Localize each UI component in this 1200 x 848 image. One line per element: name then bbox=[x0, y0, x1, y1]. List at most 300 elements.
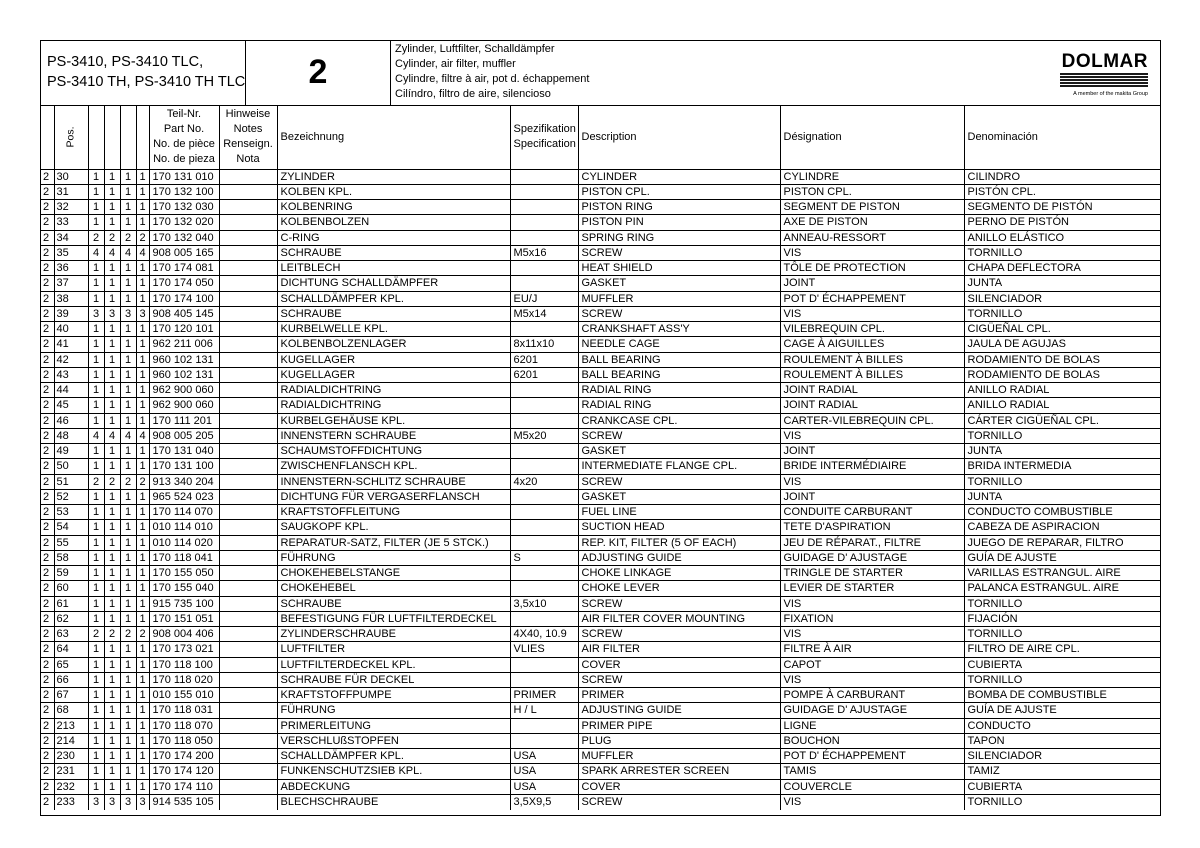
cell-specification: 3,5x10 bbox=[510, 596, 578, 611]
cell-denominacion: JUNTA bbox=[964, 444, 1161, 459]
cell-qty-ps3410: 1 bbox=[88, 413, 104, 428]
cell-qty-ps3410-th-tlc: 1 bbox=[136, 779, 149, 794]
cell-description: SCREW bbox=[578, 596, 780, 611]
cell-qty-ps3410: 1 bbox=[88, 398, 104, 413]
cell-description: AIR FILTER COVER MOUNTING bbox=[578, 611, 780, 626]
cell-specification bbox=[510, 413, 578, 428]
cell-qty-ps3410: 1 bbox=[88, 688, 104, 703]
cell-qty-ps3410-th: 1 bbox=[120, 322, 136, 337]
cell-pos: 54 bbox=[54, 520, 88, 535]
cell-qty-ps3410: 1 bbox=[88, 169, 104, 184]
cell-page: 2 bbox=[41, 749, 54, 764]
cell-qty-ps3410-th: 1 bbox=[120, 200, 136, 215]
cell-designation: JOINT RADIAL bbox=[780, 398, 964, 413]
cell-qty-ps3410-th: 2 bbox=[120, 627, 136, 642]
cell-qty-ps3410-th: 1 bbox=[120, 505, 136, 520]
cell-qty-ps3410-th-tlc: 1 bbox=[136, 566, 149, 581]
cell-bezeichnung: KRAFTSTOFFLEITUNG bbox=[277, 505, 510, 520]
cell-qty-ps3410-tlc: 1 bbox=[104, 520, 120, 535]
cell-bezeichnung: KOLBEN KPL. bbox=[277, 184, 510, 199]
cell-description: SCREW bbox=[578, 428, 780, 443]
cell-qty-ps3410-th-tlc: 1 bbox=[136, 581, 149, 596]
cell-notes bbox=[219, 535, 277, 550]
cell-qty-ps3410: 4 bbox=[88, 245, 104, 260]
cell-qty-ps3410-th: 1 bbox=[120, 703, 136, 718]
cell-bezeichnung: SCHRAUBE bbox=[277, 596, 510, 611]
table-row bbox=[41, 596, 1161, 611]
cell-pos: 53 bbox=[54, 505, 88, 520]
cell-notes bbox=[219, 566, 277, 581]
cell-qty-ps3410: 1 bbox=[88, 581, 104, 596]
cell-part-number: 913 340 204 bbox=[149, 474, 219, 489]
cell-designation: CARTER-VILEBREQUIN CPL. bbox=[780, 413, 964, 428]
cell-qty-ps3410-tlc: 2 bbox=[104, 627, 120, 642]
parts-table bbox=[41, 105, 1161, 810]
cell-qty-ps3410-th-tlc: 1 bbox=[136, 337, 149, 352]
cell-pos: 40 bbox=[54, 322, 88, 337]
cell-notes bbox=[219, 444, 277, 459]
cell-description: SPRING RING bbox=[578, 230, 780, 245]
cell-qty-ps3410: 1 bbox=[88, 215, 104, 230]
cell-pos: 45 bbox=[54, 398, 88, 413]
cell-qty-ps3410: 1 bbox=[88, 611, 104, 626]
cell-qty-ps3410-tlc: 1 bbox=[104, 322, 120, 337]
cell-description: MUFFLER bbox=[578, 749, 780, 764]
cell-notes bbox=[219, 230, 277, 245]
cell-qty-ps3410-tlc: 1 bbox=[104, 505, 120, 520]
cell-qty-ps3410-tlc: 1 bbox=[104, 459, 120, 474]
cell-pos: 33 bbox=[54, 215, 88, 230]
table-row bbox=[41, 383, 1161, 398]
cell-qty-ps3410-tlc: 3 bbox=[104, 794, 120, 809]
col-partno-label: Teil-Nr. Part No. No. de pièce No. de pieza bbox=[153, 107, 215, 165]
col-spec-label: Spezifikation Specification bbox=[513, 122, 576, 150]
cell-qty-ps3410-tlc: 1 bbox=[104, 276, 120, 291]
cell-denominacion: TAPON bbox=[964, 733, 1161, 748]
cell-qty-ps3410-th-tlc: 1 bbox=[136, 703, 149, 718]
cell-qty-ps3410-th-tlc: 1 bbox=[136, 657, 149, 672]
cell-description: CRANKSHAFT ASS'Y bbox=[578, 322, 780, 337]
cell-part-number: 960 102 131 bbox=[149, 352, 219, 367]
cell-qty-ps3410-th: 1 bbox=[120, 352, 136, 367]
cell-qty-ps3410-tlc: 1 bbox=[104, 169, 120, 184]
cell-designation: FIXATION bbox=[780, 611, 964, 626]
cell-specification bbox=[510, 184, 578, 199]
cell-specification bbox=[510, 215, 578, 230]
cell-designation: CYLINDRE bbox=[780, 169, 964, 184]
cell-pos: 231 bbox=[54, 764, 88, 779]
cell-notes bbox=[219, 550, 277, 565]
cell-qty-ps3410-th: 3 bbox=[120, 306, 136, 321]
cell-qty-ps3410: 1 bbox=[88, 276, 104, 291]
table-row bbox=[41, 581, 1161, 596]
cell-specification: M5x20 bbox=[510, 428, 578, 443]
cell-part-number: 908 005 165 bbox=[149, 245, 219, 260]
cell-part-number: 170 174 200 bbox=[149, 749, 219, 764]
cell-qty-ps3410-tlc: 1 bbox=[104, 611, 120, 626]
cell-qty-ps3410-th: 1 bbox=[120, 688, 136, 703]
cell-qty-ps3410-th: 1 bbox=[120, 764, 136, 779]
cell-notes bbox=[219, 367, 277, 382]
cell-notes bbox=[219, 642, 277, 657]
cell-part-number: 170 118 031 bbox=[149, 703, 219, 718]
cell-notes bbox=[219, 474, 277, 489]
cell-pos: 65 bbox=[54, 657, 88, 672]
table-row bbox=[41, 367, 1161, 382]
cell-bezeichnung: KOLBENBOLZENLAGER bbox=[277, 337, 510, 352]
cell-specification: USA bbox=[510, 779, 578, 794]
cell-description: PISTON CPL. bbox=[578, 184, 780, 199]
cell-qty-ps3410-tlc: 1 bbox=[104, 383, 120, 398]
table-row bbox=[41, 444, 1161, 459]
cell-designation: VIS bbox=[780, 306, 964, 321]
cell-designation: JOINT bbox=[780, 444, 964, 459]
cell-pos: 55 bbox=[54, 535, 88, 550]
cell-specification bbox=[510, 169, 578, 184]
cell-qty-ps3410-th-tlc: 3 bbox=[136, 794, 149, 809]
cell-qty-ps3410-th: 1 bbox=[120, 718, 136, 733]
cell-denominacion: TORNILLO bbox=[964, 627, 1161, 642]
cell-part-number: 962 900 060 bbox=[149, 398, 219, 413]
cell-designation: VIS bbox=[780, 672, 964, 687]
cell-bezeichnung: SCHRAUBE bbox=[277, 306, 510, 321]
col-designation-label: Désignation bbox=[783, 130, 842, 143]
cell-bezeichnung: ZYLINDERSCHRAUBE bbox=[277, 627, 510, 642]
cell-qty-ps3410-th-tlc: 1 bbox=[136, 322, 149, 337]
cell-specification: VLIES bbox=[510, 642, 578, 657]
cell-pos: 50 bbox=[54, 459, 88, 474]
cell-qty-ps3410-th: 1 bbox=[120, 261, 136, 276]
cell-pos: 49 bbox=[54, 444, 88, 459]
table-row bbox=[41, 276, 1161, 291]
cell-description: BALL BEARING bbox=[578, 367, 780, 382]
page-number-cell bbox=[246, 41, 391, 105]
cell-qty-ps3410-tlc: 1 bbox=[104, 688, 120, 703]
cell-denominacion: CONDUCTO bbox=[964, 718, 1161, 733]
cell-qty-ps3410: 2 bbox=[88, 230, 104, 245]
cell-specification bbox=[510, 520, 578, 535]
table-row bbox=[41, 291, 1161, 306]
cell-qty-ps3410-th: 1 bbox=[120, 642, 136, 657]
cell-designation: CAGE À AIGUILLES bbox=[780, 337, 964, 352]
page-number: 2 bbox=[308, 53, 328, 91]
cell-specification: S bbox=[510, 550, 578, 565]
table-row bbox=[41, 489, 1161, 504]
cell-page: 2 bbox=[41, 428, 54, 443]
cell-notes bbox=[219, 688, 277, 703]
cell-denominacion: SEGMENTO DE PISTÓN bbox=[964, 200, 1161, 215]
cell-page: 2 bbox=[41, 550, 54, 565]
cell-qty-ps3410-th-tlc: 1 bbox=[136, 413, 149, 428]
cell-qty-ps3410: 1 bbox=[88, 261, 104, 276]
table-row bbox=[41, 672, 1161, 687]
cell-page: 2 bbox=[41, 505, 54, 520]
cell-denominacion: SILENCIADOR bbox=[964, 291, 1161, 306]
cell-notes bbox=[219, 596, 277, 611]
cell-page: 2 bbox=[41, 642, 54, 657]
cell-qty-ps3410-th-tlc: 1 bbox=[136, 733, 149, 748]
cell-description: ADJUSTING GUIDE bbox=[578, 550, 780, 565]
cell-pos: 52 bbox=[54, 489, 88, 504]
cell-part-number: 170 132 020 bbox=[149, 215, 219, 230]
cell-page: 2 bbox=[41, 230, 54, 245]
cell-bezeichnung: VERSCHLUßSTOPFEN bbox=[277, 733, 510, 748]
cell-page: 2 bbox=[41, 444, 54, 459]
cell-denominacion: CUBIERTA bbox=[964, 657, 1161, 672]
cell-notes bbox=[219, 794, 277, 809]
table-row bbox=[41, 642, 1161, 657]
cell-part-number: 170 118 020 bbox=[149, 672, 219, 687]
cell-page: 2 bbox=[41, 474, 54, 489]
cell-part-number: 170 174 050 bbox=[149, 276, 219, 291]
cell-qty-ps3410: 1 bbox=[88, 291, 104, 306]
cell-qty-ps3410-tlc: 1 bbox=[104, 291, 120, 306]
table-row bbox=[41, 703, 1161, 718]
cell-part-number: 170 114 070 bbox=[149, 505, 219, 520]
cell-bezeichnung: KRAFTSTOFFPUMPE bbox=[277, 688, 510, 703]
cell-qty-ps3410: 1 bbox=[88, 703, 104, 718]
logo-cell bbox=[891, 41, 1160, 105]
cell-specification: USA bbox=[510, 764, 578, 779]
table-row bbox=[41, 627, 1161, 642]
cell-qty-ps3410: 1 bbox=[88, 444, 104, 459]
cell-qty-ps3410-tlc: 1 bbox=[104, 703, 120, 718]
cell-bezeichnung: KUGELLAGER bbox=[277, 367, 510, 382]
cell-notes bbox=[219, 383, 277, 398]
cell-description: PLUG bbox=[578, 733, 780, 748]
cell-qty-ps3410-th-tlc: 1 bbox=[136, 169, 149, 184]
cell-pos: 214 bbox=[54, 733, 88, 748]
cell-notes bbox=[219, 261, 277, 276]
cell-pos: 39 bbox=[54, 306, 88, 321]
cell-pos: 60 bbox=[54, 581, 88, 596]
cell-qty-ps3410-th-tlc: 1 bbox=[136, 550, 149, 565]
cell-bezeichnung: FUNKENSCHUTZSIEB KPL. bbox=[277, 764, 510, 779]
cell-denominacion: TORNILLO bbox=[964, 474, 1161, 489]
cell-bezeichnung: INNENSTERN-SCHLITZ SCHRAUBE bbox=[277, 474, 510, 489]
cell-part-number: 962 211 006 bbox=[149, 337, 219, 352]
cell-notes bbox=[219, 169, 277, 184]
cell-denominacion: CABEZA DE ASPIRACION bbox=[964, 520, 1161, 535]
col-designation-header bbox=[780, 105, 964, 169]
cell-part-number: 170 120 101 bbox=[149, 322, 219, 337]
cell-designation: GUIDAGE D' AJUSTAGE bbox=[780, 703, 964, 718]
cell-bezeichnung: LUFTFILTER bbox=[277, 642, 510, 657]
cell-designation: VIS bbox=[780, 428, 964, 443]
cell-description: REP. KIT, FILTER (5 OF EACH) bbox=[578, 535, 780, 550]
cell-denominacion: CHAPA DEFLECTORA bbox=[964, 261, 1161, 276]
cell-description: INTERMEDIATE FLANGE CPL. bbox=[578, 459, 780, 474]
cell-specification bbox=[510, 718, 578, 733]
cell-pos: 61 bbox=[54, 596, 88, 611]
cell-denominacion: JUEGO DE REPARAR, FILTRO bbox=[964, 535, 1161, 550]
cell-notes bbox=[219, 276, 277, 291]
cell-part-number: 170 132 030 bbox=[149, 200, 219, 215]
cell-pos: 30 bbox=[54, 169, 88, 184]
cell-bezeichnung: REPARATUR-SATZ, FILTER (JE 5 STCK.) bbox=[277, 535, 510, 550]
cell-page: 2 bbox=[41, 581, 54, 596]
cell-specification bbox=[510, 581, 578, 596]
cell-qty-ps3410-th-tlc: 1 bbox=[136, 718, 149, 733]
cell-pos: 62 bbox=[54, 611, 88, 626]
cell-qty-ps3410: 1 bbox=[88, 550, 104, 565]
cell-part-number: 170 155 050 bbox=[149, 566, 219, 581]
cell-designation: VIS bbox=[780, 596, 964, 611]
cell-part-number: 170 131 100 bbox=[149, 459, 219, 474]
cell-qty-ps3410: 1 bbox=[88, 566, 104, 581]
cell-designation: LEVIER DE STARTER bbox=[780, 581, 964, 596]
cell-page: 2 bbox=[41, 657, 54, 672]
table-row bbox=[41, 215, 1161, 230]
cell-description: COVER bbox=[578, 657, 780, 672]
title-de: Zylinder, Luftfilter, Schalldämpfer bbox=[395, 43, 555, 55]
cell-denominacion: TORNILLO bbox=[964, 672, 1161, 687]
title-cell bbox=[391, 41, 891, 105]
cell-qty-ps3410: 1 bbox=[88, 779, 104, 794]
cell-part-number: 170 174 120 bbox=[149, 764, 219, 779]
cell-qty-ps3410-tlc: 1 bbox=[104, 672, 120, 687]
cell-qty-ps3410-tlc: 1 bbox=[104, 764, 120, 779]
cell-qty-ps3410-tlc: 1 bbox=[104, 215, 120, 230]
cell-qty-ps3410-tlc: 1 bbox=[104, 596, 120, 611]
cell-qty-ps3410-th: 4 bbox=[120, 428, 136, 443]
cell-page: 2 bbox=[41, 703, 54, 718]
cell-qty-ps3410-tlc: 1 bbox=[104, 733, 120, 748]
cell-description: COVER bbox=[578, 779, 780, 794]
cell-qty-ps3410-th-tlc: 1 bbox=[136, 184, 149, 199]
col-m1-header bbox=[88, 105, 104, 169]
cell-designation: VIS bbox=[780, 474, 964, 489]
cell-description: BALL BEARING bbox=[578, 352, 780, 367]
cell-designation: COUVERCLE bbox=[780, 779, 964, 794]
cell-qty-ps3410-tlc: 1 bbox=[104, 444, 120, 459]
cell-pos: 36 bbox=[54, 261, 88, 276]
cell-pos: 230 bbox=[54, 749, 88, 764]
cell-specification bbox=[510, 611, 578, 626]
cell-qty-ps3410-th-tlc: 1 bbox=[136, 200, 149, 215]
cell-pos: 233 bbox=[54, 794, 88, 809]
cell-specification bbox=[510, 459, 578, 474]
cell-description: PRIMER bbox=[578, 688, 780, 703]
cell-specification: 8x11x10 bbox=[510, 337, 578, 352]
cell-notes bbox=[219, 764, 277, 779]
cell-denominacion: VARILLAS ESTRANGUL. AIRE bbox=[964, 566, 1161, 581]
cell-part-number: 965 524 023 bbox=[149, 489, 219, 504]
col-bezeichnung-label: Bezeichnung bbox=[280, 130, 345, 143]
cell-qty-ps3410-th: 1 bbox=[120, 215, 136, 230]
cell-pos: 34 bbox=[54, 230, 88, 245]
cell-designation: BRIDE INTERMÉDIAIRE bbox=[780, 459, 964, 474]
cell-specification bbox=[510, 535, 578, 550]
cell-specification bbox=[510, 200, 578, 215]
cell-specification bbox=[510, 276, 578, 291]
cell-part-number: 010 114 010 bbox=[149, 520, 219, 535]
cell-description: SCREW bbox=[578, 672, 780, 687]
cell-designation: CAPOT bbox=[780, 657, 964, 672]
cell-qty-ps3410-th: 2 bbox=[120, 474, 136, 489]
table-row bbox=[41, 749, 1161, 764]
cell-qty-ps3410-th: 1 bbox=[120, 535, 136, 550]
cell-pos: 42 bbox=[54, 352, 88, 367]
cell-designation: POT D' ÉCHAPPEMENT bbox=[780, 291, 964, 306]
cell-notes bbox=[219, 489, 277, 504]
cell-specification bbox=[510, 505, 578, 520]
cell-part-number: 170 118 050 bbox=[149, 733, 219, 748]
cell-notes bbox=[219, 520, 277, 535]
parts-list-sheet bbox=[40, 40, 1161, 816]
cell-bezeichnung: PRIMERLEITUNG bbox=[277, 718, 510, 733]
cell-specification: 6201 bbox=[510, 352, 578, 367]
cell-bezeichnung: ABDECKUNG bbox=[277, 779, 510, 794]
cell-qty-ps3410: 2 bbox=[88, 474, 104, 489]
table-row bbox=[41, 413, 1161, 428]
cell-denominacion: RODAMIENTO DE BOLAS bbox=[964, 367, 1161, 382]
cell-denominacion: JAULA DE AGUJAS bbox=[964, 337, 1161, 352]
cell-qty-ps3410-th: 1 bbox=[120, 276, 136, 291]
cell-page: 2 bbox=[41, 276, 54, 291]
cell-qty-ps3410-th-tlc: 2 bbox=[136, 627, 149, 642]
cell-specification bbox=[510, 566, 578, 581]
cell-qty-ps3410-th-tlc: 1 bbox=[136, 398, 149, 413]
cell-designation: CONDUITE CARBURANT bbox=[780, 505, 964, 520]
cell-designation: JOINT bbox=[780, 489, 964, 504]
cell-qty-ps3410-th-tlc: 1 bbox=[136, 291, 149, 306]
cell-qty-ps3410-tlc: 1 bbox=[104, 337, 120, 352]
cell-notes bbox=[219, 291, 277, 306]
cell-page: 2 bbox=[41, 794, 54, 809]
cell-denominacion: TORNILLO bbox=[964, 428, 1161, 443]
cell-qty-ps3410-tlc: 1 bbox=[104, 581, 120, 596]
cell-description: SUCTION HEAD bbox=[578, 520, 780, 535]
cell-bezeichnung: SCHRAUBE bbox=[277, 245, 510, 260]
cell-qty-ps3410-th: 1 bbox=[120, 383, 136, 398]
cell-bezeichnung: FÜHRUNG bbox=[277, 550, 510, 565]
cell-part-number: 170 155 040 bbox=[149, 581, 219, 596]
table-row bbox=[41, 718, 1161, 733]
title-fr: Cylindre, filtre à air, pot d. échappement bbox=[395, 73, 590, 85]
cell-denominacion: FILTRO DE AIRE CPL. bbox=[964, 642, 1161, 657]
cell-page: 2 bbox=[41, 566, 54, 581]
cell-bezeichnung: SAUGKOPF KPL. bbox=[277, 520, 510, 535]
cell-specification bbox=[510, 489, 578, 504]
cell-qty-ps3410-th-tlc: 1 bbox=[136, 367, 149, 382]
cell-pos: 67 bbox=[54, 688, 88, 703]
cell-specification bbox=[510, 444, 578, 459]
cell-page: 2 bbox=[41, 627, 54, 642]
cell-qty-ps3410-th: 1 bbox=[120, 657, 136, 672]
cell-denominacion: TORNILLO bbox=[964, 596, 1161, 611]
cell-description: HEAT SHIELD bbox=[578, 261, 780, 276]
cell-qty-ps3410: 4 bbox=[88, 428, 104, 443]
cell-qty-ps3410: 1 bbox=[88, 520, 104, 535]
cell-page: 2 bbox=[41, 489, 54, 504]
cell-part-number: 914 535 105 bbox=[149, 794, 219, 809]
cell-denominacion: CILINDRO bbox=[964, 169, 1161, 184]
cell-part-number: 962 900 060 bbox=[149, 383, 219, 398]
cell-page: 2 bbox=[41, 398, 54, 413]
cell-denominacion: TORNILLO bbox=[964, 245, 1161, 260]
cell-denominacion: ANILLO RADIAL bbox=[964, 383, 1161, 398]
cell-qty-ps3410-th-tlc: 1 bbox=[136, 444, 149, 459]
cell-designation: TÔLE DE PROTECTION bbox=[780, 261, 964, 276]
cell-description: SCREW bbox=[578, 306, 780, 321]
cell-page: 2 bbox=[41, 520, 54, 535]
cell-designation: TRINGLE DE STARTER bbox=[780, 566, 964, 581]
cell-notes bbox=[219, 200, 277, 215]
cell-qty-ps3410-th: 1 bbox=[120, 367, 136, 382]
cell-designation: VILEBREQUIN CPL. bbox=[780, 322, 964, 337]
table-row bbox=[41, 169, 1161, 184]
